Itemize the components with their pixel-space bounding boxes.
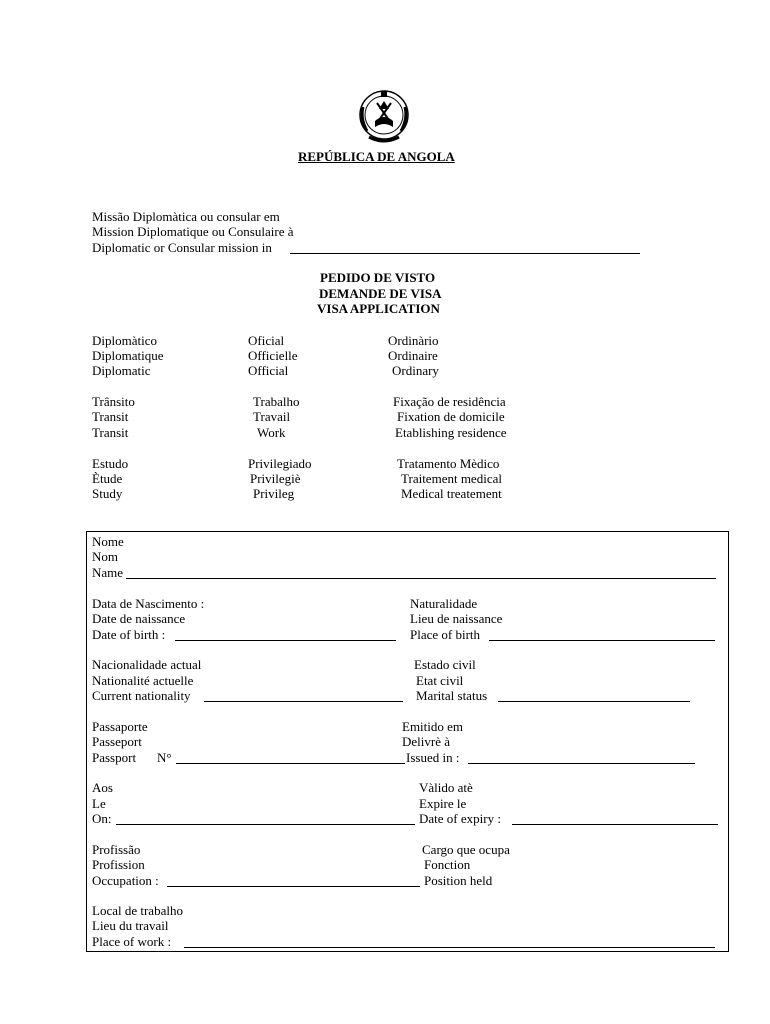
on-label-fr: Le xyxy=(92,796,106,811)
visa-type-diplomatic-pt[interactable]: Diplomàtico xyxy=(92,333,157,348)
visa-type-official-en[interactable]: Official xyxy=(248,363,289,378)
visa-type-official-pt[interactable]: Oficial xyxy=(248,333,285,348)
expiry-label-fr: Expire le xyxy=(419,796,467,811)
profession-input-line[interactable] xyxy=(167,886,420,887)
position-label-en: Position held xyxy=(424,873,493,888)
visa-type-residence-pt[interactable]: Fixação de residência xyxy=(393,394,506,409)
passport-label-pt: Passaporte xyxy=(92,719,148,734)
name-label-fr: Nom xyxy=(92,549,118,564)
mission-label-en: Diplomatic or Consular mission in xyxy=(92,240,272,255)
angola-coat-of-arms-emblem xyxy=(357,87,411,145)
form-title-en: VISA APPLICATION xyxy=(317,301,440,316)
birth-place-label-en: Place of birth xyxy=(410,627,481,642)
marital-label-en: Marital status xyxy=(416,688,488,703)
marital-input-line[interactable] xyxy=(498,701,690,702)
visa-type-privileged-pt[interactable]: Privilegiado xyxy=(248,456,312,471)
country-title: REPÚBLICA DE ANGOLA xyxy=(298,149,455,164)
birth-date-label-fr: Date de naissance xyxy=(92,611,186,626)
workplace-label-pt: Local de trabalho xyxy=(92,903,183,918)
birth-date-label-pt: Data de Nascimento : xyxy=(92,596,205,611)
profession-label-en: Occupation : xyxy=(92,873,159,888)
visa-type-diplomatic-en[interactable]: Diplomatic xyxy=(92,363,151,378)
visa-type-privileged-fr[interactable]: Privilegiè xyxy=(250,471,301,486)
profession-label-pt: Profissão xyxy=(92,842,141,857)
workplace-label-en: Place of work : xyxy=(92,934,172,949)
nationality-label-fr: Nationalité actuelle xyxy=(92,673,194,688)
issued-label-pt: Emitido em xyxy=(402,719,464,734)
visa-type-privileged-en[interactable]: Privileg xyxy=(253,486,295,501)
visa-type-medical-en[interactable]: Medical treatement xyxy=(401,486,502,501)
mission-label-pt: Missão Diplomàtica ou consular em xyxy=(92,209,280,224)
on-label-pt: Aos xyxy=(92,780,113,795)
workplace-label-fr: Lieu du travail xyxy=(92,918,169,933)
nationality-label-en: Current nationality xyxy=(92,688,191,703)
visa-type-official-fr[interactable]: Officielle xyxy=(248,348,298,363)
issued-label-fr: Delivrè à xyxy=(402,734,451,749)
issued-input-line[interactable] xyxy=(468,763,695,764)
visa-type-medical-pt[interactable]: Tratamento Mèdico xyxy=(397,456,500,471)
expiry-label-en: Date of expiry : xyxy=(419,811,501,826)
form-title-fr: DEMANDE DE VISA xyxy=(319,286,442,301)
nationality-label-pt: Nacionalidade actual xyxy=(92,657,202,672)
form-title-pt: PEDIDO DE VISTO xyxy=(320,270,436,285)
visa-type-residence-en[interactable]: Etablishing residence xyxy=(395,425,507,440)
birth-date-label-en: Date of birth : xyxy=(92,627,166,642)
mission-label-fr: Mission Diplomatique ou Consulaire à xyxy=(92,224,294,239)
passport-label-fr: Passeport xyxy=(92,734,142,749)
expiry-input-line[interactable] xyxy=(512,824,718,825)
passport-number-label: N° xyxy=(157,750,172,765)
workplace-input-line[interactable] xyxy=(184,947,715,948)
visa-type-work-en[interactable]: Work xyxy=(257,425,286,440)
visa-type-study-en[interactable]: Study xyxy=(92,486,123,501)
issued-label-en: Issued in : xyxy=(406,750,460,765)
visa-type-ordinary-pt[interactable]: Ordinàrio xyxy=(388,333,439,348)
name-label-pt: Nome xyxy=(92,534,124,549)
on-input-line[interactable] xyxy=(116,824,415,825)
visa-type-medical-fr[interactable]: Traitement medical xyxy=(401,471,502,486)
profession-label-fr: Profission xyxy=(92,857,145,872)
on-label-en: On: xyxy=(92,811,112,826)
name-label-en: Name xyxy=(92,565,124,580)
visa-type-residence-fr[interactable]: Fixation de domicile xyxy=(397,409,505,424)
birth-place-label-pt: Naturalidade xyxy=(410,596,478,611)
visa-type-transit-pt[interactable]: Trânsito xyxy=(92,394,135,409)
expiry-label-pt: Vàlido atè xyxy=(419,780,473,795)
position-label-fr: Fonction xyxy=(424,857,471,872)
birth-place-label-fr: Lieu de naissance xyxy=(410,611,503,626)
nationality-input-line[interactable] xyxy=(204,701,403,702)
visa-type-transit-en[interactable]: Transit xyxy=(92,425,129,440)
mission-input-line[interactable] xyxy=(290,253,640,254)
name-input-line[interactable] xyxy=(126,578,716,579)
birth-place-input-line[interactable] xyxy=(489,640,715,641)
visa-type-transit-fr[interactable]: Transit xyxy=(92,409,129,424)
birth-date-input-line[interactable] xyxy=(175,640,396,641)
visa-type-study-fr[interactable]: Ètude xyxy=(92,471,123,486)
position-label-pt: Cargo que ocupa xyxy=(422,842,510,857)
visa-type-diplomatic-fr[interactable]: Diplomatique xyxy=(92,348,164,363)
marital-label-fr: Etat civil xyxy=(416,673,464,688)
passport-number-input-line[interactable] xyxy=(176,763,405,764)
passport-label-en: Passport xyxy=(92,750,137,765)
visa-type-work-pt[interactable]: Trabalho xyxy=(253,394,300,409)
visa-type-ordinary-en[interactable]: Ordinary xyxy=(392,363,439,378)
marital-label-pt: Estado civil xyxy=(414,657,476,672)
visa-type-work-fr[interactable]: Travail xyxy=(253,409,291,424)
visa-type-ordinary-fr[interactable]: Ordinaire xyxy=(388,348,438,363)
visa-type-study-pt[interactable]: Estudo xyxy=(92,456,129,471)
